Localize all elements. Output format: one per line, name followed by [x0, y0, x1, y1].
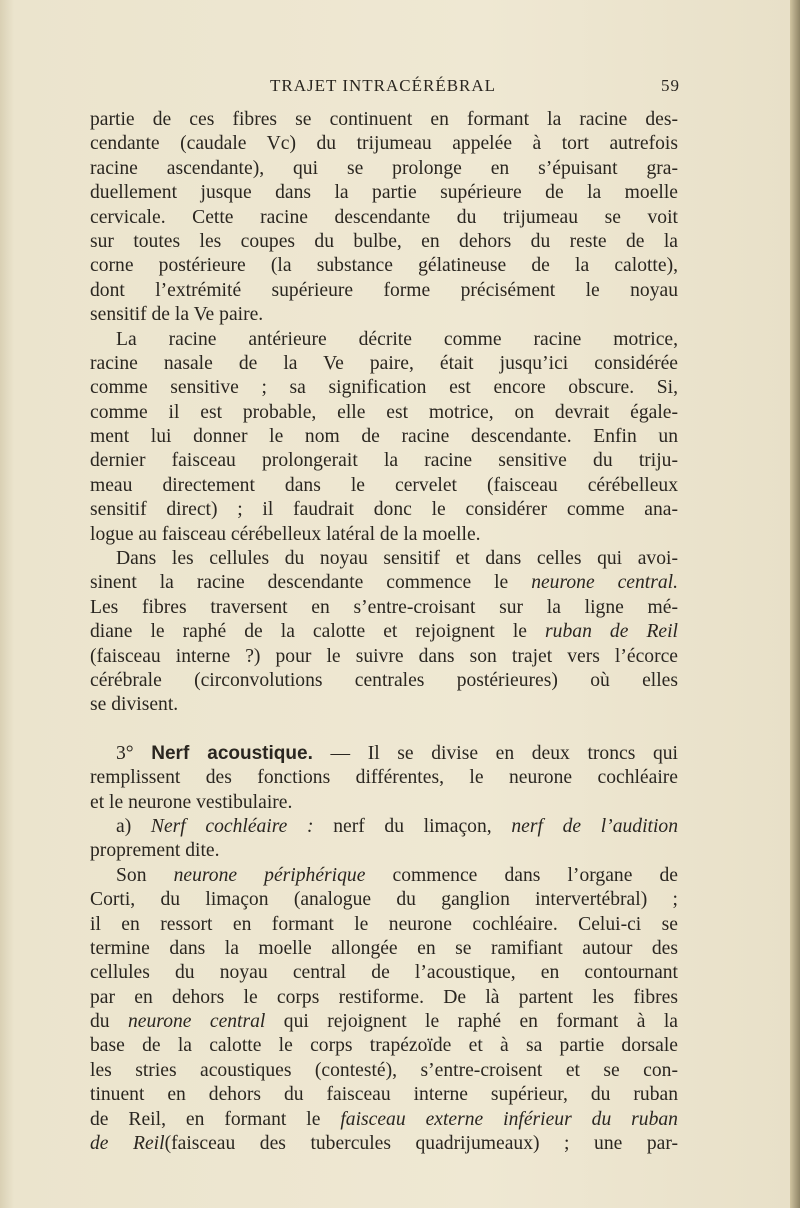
text-line: partie de ces fibres se continuent en formant la racine des-: [90, 109, 678, 130]
text-run: du: [90, 1011, 128, 1033]
text-line: logue au faisceau cérébelleux latéral de la moelle.: [90, 523, 481, 545]
italic-term: Nerf cochléaire :: [150, 815, 314, 837]
italic-term: ruban de Reil: [545, 621, 678, 643]
italic-term: neurone central: [128, 1011, 266, 1033]
text-line: La racine antérieure décrite comme racine motrice,: [116, 328, 678, 350]
text-line: tinuent en dehors du faisceau interne supérieur, du ruban: [90, 1084, 678, 1106]
text-line: racine ascendante), qui se prolonge en s’épuisant gra-: [90, 157, 678, 179]
text-line: base de la calotte le corps trapézoïde et à sa partie dorsale: [90, 1035, 678, 1057]
text-line: se divisent.: [90, 694, 179, 716]
text-line: comme il est probable, elle est motrice, on devrait égale-: [90, 401, 678, 423]
text-run: nerf du limaçon,: [313, 815, 512, 837]
text-line: cendante (caudale Vc) du trijumeau appelée à tort autrefois: [90, 133, 678, 155]
text-line: et le neurone vestibulaire.: [90, 791, 293, 813]
text-line: (faisceau interne ?) pour le suivre dans son trajet vers l’écorce: [90, 645, 678, 667]
text-run: de Reil, en formant le: [90, 1108, 341, 1130]
italic-term: nerf de l’audition: [511, 815, 679, 837]
text-line: Corti, du limaçon (analogue du ganglion intervertébral) ;: [90, 889, 678, 911]
italic-term: neurone périphérique: [173, 864, 366, 886]
text-line: [90, 1010, 678, 1034]
text-line: dont l’extrémité supérieure forme précisément le noyau: [90, 279, 678, 301]
text-line: duellement jusque dans la partie supérieure de la moelle: [90, 182, 678, 204]
text-line: Les fibres traversent en s’entre-croisant sur la ligne mé-: [90, 596, 678, 618]
text-line: [90, 1132, 678, 1156]
text-line: sur toutes les coupes du bulbe, en dehors du reste de la: [90, 230, 678, 252]
text-line: cérébrale (circonvolutions centrales postérieures) où elles: [90, 669, 678, 691]
section-number: 3°: [116, 742, 152, 764]
text-line: cellules du noyau central de l’acoustique, en contournant: [90, 962, 678, 984]
text-run: a): [116, 815, 151, 837]
italic-term: faisceau externe inférieur du ruban: [340, 1108, 678, 1130]
section-title: Nerf acoustique.: [151, 742, 313, 764]
page-number: 59: [661, 76, 680, 95]
text-line: [90, 742, 678, 766]
italic-term: de Reil: [90, 1133, 165, 1155]
text-line: remplissent des fonctions différentes, le neurone cochléaire: [90, 767, 678, 789]
text-line: il en ressort en formant le neurone cochléaire. Celui-ci se: [90, 913, 678, 935]
text-line: Dans les cellules du noyau sensitif et dans celles qui avoi-: [116, 548, 678, 570]
text-line: dernier faisceau prolongerait la racine sensitive du triju-: [90, 450, 678, 472]
body-text: [90, 108, 678, 1156]
text-line: proprement dite.: [90, 840, 220, 862]
running-header: [90, 76, 680, 104]
text-run: (faisceau des tubercules quadrijumeaux) ; une par-: [164, 1133, 678, 1155]
text-run: commence dans l’organe de: [365, 864, 678, 886]
text-run: diane le raphé de la calotte et rejoignent le: [90, 621, 546, 643]
text-run: sinent la racine descendante commence le: [90, 572, 532, 594]
text-run: Son: [116, 864, 174, 886]
text-line: sensitif direct) ; il faudrait donc le considérer comme ana-: [90, 499, 678, 521]
text-line: [90, 571, 678, 595]
text-line: les stries acoustiques (contesté), s’entre-croisent et se con-: [90, 1059, 678, 1081]
text-line: comme sensitive ; sa signification est encore obscure. Si,: [90, 377, 678, 399]
page-edge: [790, 0, 800, 1208]
text-line: ment lui donner le nom de racine descendante. Enfin un: [90, 426, 678, 448]
text-line: termine dans la moelle allongée en se ramifiant autour des: [90, 937, 678, 959]
text-line: par en dehors le corps restiforme. De là partent les fibres: [90, 986, 678, 1008]
text-run: — Il se divise en deux troncs qui: [312, 742, 678, 764]
italic-term: neurone central.: [531, 572, 679, 594]
text-line: meau directement dans le cervelet (faisceau cérébelleux: [90, 474, 678, 496]
text-run: qui rejoignent le raphé en formant à la: [265, 1011, 678, 1033]
text-line: [90, 620, 678, 644]
text-line: [90, 1108, 678, 1132]
text-line: sensitif de la Ve paire.: [90, 304, 264, 326]
text-line: racine nasale de la Ve paire, était jusqu’ici considérée: [90, 352, 678, 374]
text-line: corne postérieure (la substance gélatineuse de la calotte),: [90, 255, 678, 277]
paragraph-gap: [90, 718, 678, 742]
text-line: [90, 864, 678, 888]
text-line: [90, 815, 678, 839]
header-title: TRAJET INTRACÉRÉBRAL: [270, 76, 497, 95]
text-line: cervicale. Cette racine descendante du trijumeau se voit: [90, 206, 678, 228]
